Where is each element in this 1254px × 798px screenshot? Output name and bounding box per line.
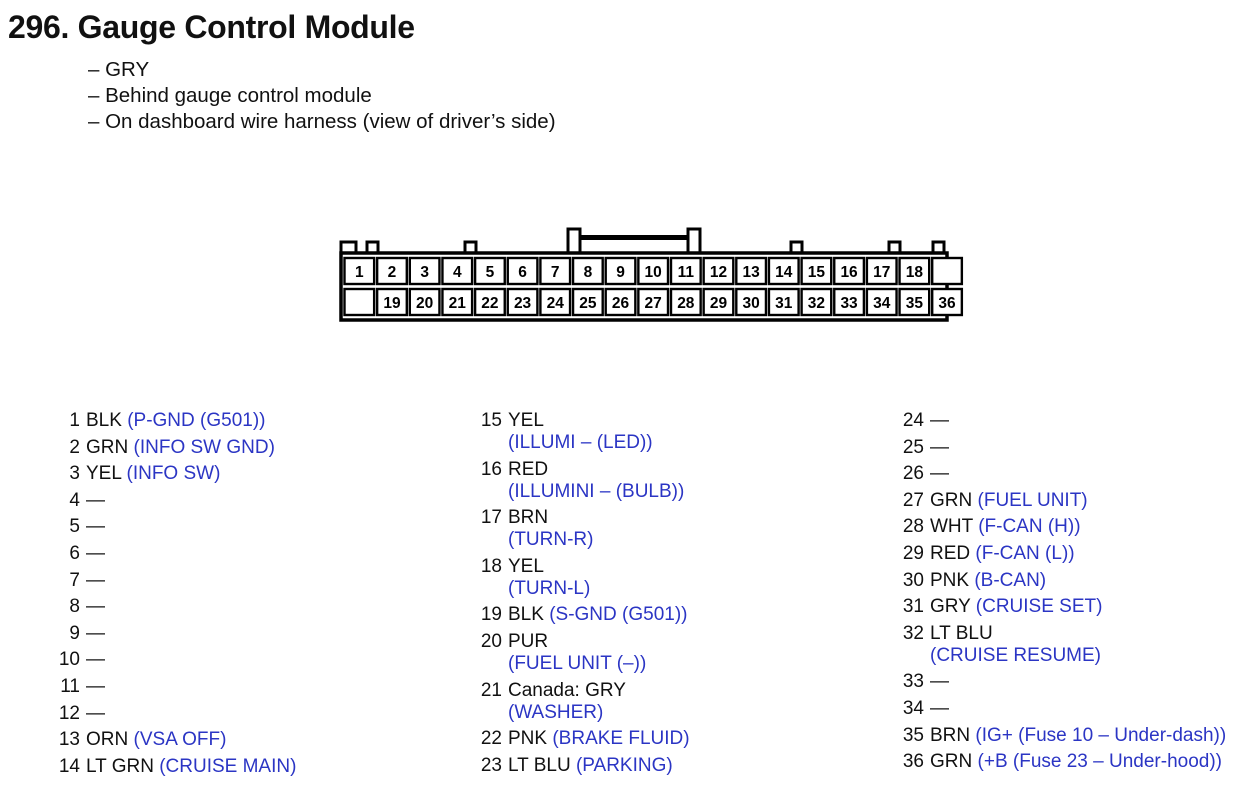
pin-entry <box>36 543 296 565</box>
pin-entry-line <box>880 725 1226 747</box>
terminal-label: 7 <box>550 264 560 281</box>
wire-color: — <box>86 702 105 724</box>
wire-color: — <box>930 697 949 719</box>
pin-entry-line <box>880 596 1226 618</box>
pin-entry-line <box>880 516 1226 538</box>
pin-entry-line <box>36 516 296 538</box>
terminal-label: 4 <box>452 264 462 281</box>
pin-function: (FUEL UNIT (–)) <box>508 652 647 674</box>
pin-function: (INFO SW GND) <box>133 436 275 458</box>
pin-entry-line <box>36 649 296 671</box>
terminal-label: 2 <box>387 264 397 281</box>
pin-entry <box>458 604 690 626</box>
wire-color: PNK <box>508 728 548 750</box>
terminal-label: 18 <box>905 264 923 281</box>
pin-entry <box>880 437 1226 459</box>
pin-entry-line <box>36 437 296 459</box>
wire-color: — <box>86 569 105 591</box>
pin-number: 23 <box>480 754 502 776</box>
pin-entry-line <box>458 680 690 702</box>
terminal-label: 26 <box>611 295 630 312</box>
wire-color: — <box>86 622 105 644</box>
pin-function: (B-CAN) <box>974 569 1047 591</box>
wire-color: LT BLU <box>508 754 571 776</box>
lock-bar <box>580 235 688 240</box>
pin-entry-line <box>880 570 1226 592</box>
pin-entry-line <box>458 459 690 481</box>
pin-entry-line <box>880 490 1226 512</box>
pin-entry-line <box>880 751 1226 773</box>
pin-entry <box>458 680 690 724</box>
pin-number: 13 <box>58 729 80 751</box>
pin-number: 1 <box>69 410 80 431</box>
pin-number: 33 <box>902 671 924 693</box>
terminal-label: 25 <box>579 295 597 312</box>
pin-function: (WASHER) <box>508 701 604 723</box>
pin-entry <box>458 556 690 600</box>
pin-number: 35 <box>902 724 924 746</box>
wire-color: ORN <box>86 729 129 751</box>
pin-entry <box>458 410 690 454</box>
terminal-label: 13 <box>742 264 760 281</box>
pin-entry-line <box>458 556 690 578</box>
pin-entry-line <box>36 623 296 645</box>
pin-function: (S-GND (G501)) <box>549 604 688 626</box>
pin-entry-line <box>36 596 296 618</box>
pin-number: 14 <box>58 755 80 777</box>
terminal-label: 15 <box>807 264 826 281</box>
terminal-label: 9 <box>616 264 625 281</box>
terminal-label: 8 <box>583 264 593 281</box>
pin-function: (PARKING) <box>575 754 673 776</box>
pin-number: 19 <box>480 604 502 626</box>
pin-entry-line <box>36 570 296 592</box>
pin-function: (TURN-R) <box>508 529 594 551</box>
pin-number: 29 <box>902 542 924 564</box>
pin-entry-line <box>458 728 690 750</box>
pin-number: 4 <box>69 489 80 511</box>
wire-color: — <box>86 596 105 618</box>
pin-number: 28 <box>902 516 924 538</box>
pin-entry <box>880 623 1226 667</box>
wire-color: LT BLU <box>930 622 993 644</box>
wire-color: GRN <box>930 751 973 773</box>
wire-color: — <box>930 671 949 693</box>
pin-number: 26 <box>902 463 924 485</box>
wire-color: BRN <box>930 724 971 746</box>
note-color: – GRY <box>88 58 150 81</box>
note-location: – Behind gauge control module <box>88 84 372 107</box>
pin-number: 8 <box>69 596 80 618</box>
pin-entry <box>36 570 296 592</box>
pin-function: (CRUISE SET) <box>975 596 1103 618</box>
pin-number: 32 <box>902 622 924 644</box>
note-harness: – On dashboard wire harness (view of driver’s side) <box>88 110 556 133</box>
pin-entry <box>880 751 1226 773</box>
pin-list-column-2 <box>458 410 690 781</box>
wire-color: WHT <box>930 516 973 538</box>
wire-color: GRN <box>86 436 129 458</box>
lock-tab-left <box>568 229 580 255</box>
wire-color: — <box>930 436 949 458</box>
pin-function: (F-CAN (L)) <box>975 542 1075 564</box>
wire-color: YEL <box>86 463 122 485</box>
pin-function: (FUEL UNIT) <box>977 489 1088 511</box>
pin-entry <box>880 570 1226 592</box>
terminal-label: 1 <box>355 264 364 281</box>
pin-function: (IG+ (Fuse 10 – Under-dash)) <box>975 724 1227 746</box>
pin-function: (P-GND (G501)) <box>127 410 266 431</box>
pin-number: 2 <box>69 436 80 458</box>
wire-color: LT GRN <box>86 755 154 777</box>
pin-number: 3 <box>69 463 80 485</box>
wire-color: — <box>930 410 949 431</box>
wire-color: YEL <box>508 555 544 577</box>
terminal-label: 24 <box>546 295 564 312</box>
pin-entry-line <box>880 463 1226 485</box>
wire-color: Canada: GRY <box>508 679 626 701</box>
terminal-label: 34 <box>873 295 891 312</box>
pin-number: 20 <box>480 630 502 652</box>
pin-entry <box>36 703 296 725</box>
pin-number: 27 <box>902 489 924 511</box>
pin-number: 9 <box>69 622 80 644</box>
pin-entry-line <box>36 490 296 512</box>
pin-entry <box>880 698 1226 720</box>
pin-entry <box>36 516 296 538</box>
pin-entry <box>458 631 690 675</box>
terminal-label: 27 <box>644 295 662 312</box>
pin-number: 7 <box>69 569 80 591</box>
wire-color: GRY <box>930 596 971 618</box>
pin-function: (VSA OFF) <box>133 729 227 751</box>
wire-color: YEL <box>508 410 544 431</box>
pin-entry-line <box>458 631 690 653</box>
wire-color: — <box>86 675 105 697</box>
terminal-label: 5 <box>485 264 495 281</box>
pin-entry <box>458 507 690 551</box>
pin-function: (CRUISE MAIN) <box>159 755 297 777</box>
pin-entry <box>880 490 1226 512</box>
pin-function: (BRAKE FLUID) <box>552 728 690 750</box>
wire-color: BLK <box>508 604 544 626</box>
pin-number: 6 <box>69 542 80 564</box>
wire-color: RED <box>508 458 549 480</box>
page-title: 296. Gauge Control Module <box>8 9 415 45</box>
wire-color: — <box>930 463 949 485</box>
pin-entry <box>880 596 1226 618</box>
pin-entry <box>880 516 1226 538</box>
pin-entry <box>458 728 690 750</box>
pin-entry-line <box>36 543 296 565</box>
terminal-label: 30 <box>742 295 760 312</box>
terminal-label: 28 <box>677 295 695 312</box>
pin-entry <box>36 649 296 671</box>
pin-number: 30 <box>902 569 924 591</box>
pin-number: 11 <box>60 675 80 697</box>
pin-entry-line <box>880 623 1226 645</box>
terminal-label: 12 <box>709 264 728 281</box>
pin-entry <box>36 623 296 645</box>
pin-entry <box>36 437 296 459</box>
pin-entry-line <box>36 729 296 751</box>
pin-entry <box>880 725 1226 747</box>
pin-entry-line <box>458 604 690 626</box>
connector-diagram <box>336 222 956 326</box>
pin-entry-line <box>36 703 296 725</box>
terminal-label: 14 <box>775 264 793 281</box>
module-notes <box>88 57 556 135</box>
pin-entry-line <box>880 437 1226 459</box>
pin-function: (+B (Fuse 23 – Under-hood)) <box>977 751 1222 773</box>
pin-entry <box>36 729 296 751</box>
terminal-label: 6 <box>518 264 527 281</box>
pin-entry-line <box>458 755 690 777</box>
terminal-label: 20 <box>416 295 434 312</box>
pin-entry-line <box>880 543 1226 565</box>
wire-color: BRN <box>508 507 549 529</box>
pin-entry-line <box>458 410 690 432</box>
terminal-label: 32 <box>807 295 826 312</box>
pin-number: 15 <box>480 410 502 431</box>
pin-entry-line <box>36 463 296 485</box>
terminal-label: 23 <box>513 295 532 312</box>
pin-entry-line <box>880 698 1226 720</box>
wire-color: — <box>86 516 105 538</box>
pin-entry <box>880 671 1226 693</box>
pin-number: 16 <box>480 458 502 480</box>
terminal-label: 31 <box>775 295 793 312</box>
wire-color: PUR <box>508 630 549 652</box>
pin-number: 24 <box>902 410 924 431</box>
pin-number: 36 <box>902 751 924 773</box>
pin-function: (CRUISE RESUME) <box>930 644 1102 666</box>
wire-color: — <box>86 489 105 511</box>
pin-entry-line <box>36 676 296 698</box>
terminal-label: 16 <box>840 264 858 281</box>
terminal-label: 33 <box>840 295 858 312</box>
pin-entry-line <box>36 756 296 778</box>
wire-color: RED <box>930 542 971 564</box>
terminal-label: 36 <box>938 295 956 312</box>
pin-entry-line <box>36 410 296 432</box>
terminal-label: 3 <box>420 264 429 281</box>
pin-number: 25 <box>902 436 924 458</box>
pin-number: 31 <box>902 596 924 618</box>
pin-number: 17 <box>480 507 502 529</box>
pin-list-column-3 <box>880 410 1226 778</box>
pin-entry <box>36 676 296 698</box>
pin-entry <box>36 756 296 778</box>
pin-number: 34 <box>902 697 924 719</box>
terminal-cavity <box>932 258 962 284</box>
pin-entry-line <box>458 507 690 529</box>
terminal-label: 19 <box>383 295 401 312</box>
pin-entry <box>458 459 690 503</box>
terminal-label: 21 <box>448 295 466 312</box>
pin-entry <box>36 410 296 432</box>
pin-number: 22 <box>480 728 502 750</box>
pin-entry <box>880 543 1226 565</box>
wire-color: — <box>86 649 105 671</box>
pin-entry-line <box>880 671 1226 693</box>
terminal-label: 29 <box>709 295 728 312</box>
wire-color: GRN <box>930 489 973 511</box>
pin-function: (INFO SW) <box>126 463 221 485</box>
terminal-label: 17 <box>873 264 891 281</box>
pin-number: 12 <box>58 702 80 724</box>
pin-entry <box>36 596 296 618</box>
pin-number: 18 <box>480 555 502 577</box>
terminal-cavity <box>345 289 375 315</box>
lock-tab-right <box>688 229 700 255</box>
pin-number: 21 <box>480 679 502 701</box>
pin-list-column-1 <box>36 410 296 782</box>
pin-number: 5 <box>69 516 80 538</box>
terminal-label: 10 <box>644 264 662 281</box>
terminal-label: 22 <box>481 295 499 312</box>
pin-entry <box>36 463 296 485</box>
pin-number: 10 <box>58 649 80 671</box>
pin-function: (TURN-L) <box>508 577 591 599</box>
wire-color: — <box>86 542 105 564</box>
terminal-label: 35 <box>905 295 923 312</box>
wire-color: PNK <box>930 569 970 591</box>
terminal-label: 11 <box>677 264 695 281</box>
pin-entry <box>36 490 296 512</box>
pin-function: (ILLUMI – (LED)) <box>508 432 653 453</box>
pin-entry <box>458 755 690 777</box>
pin-entry-line <box>880 410 1226 432</box>
pin-entry <box>880 410 1226 432</box>
pin-function: (F-CAN (H)) <box>978 516 1081 538</box>
wire-color: BLK <box>86 410 122 431</box>
pin-function: (ILLUMINI – (BULB)) <box>508 480 685 502</box>
pin-entry <box>880 463 1226 485</box>
